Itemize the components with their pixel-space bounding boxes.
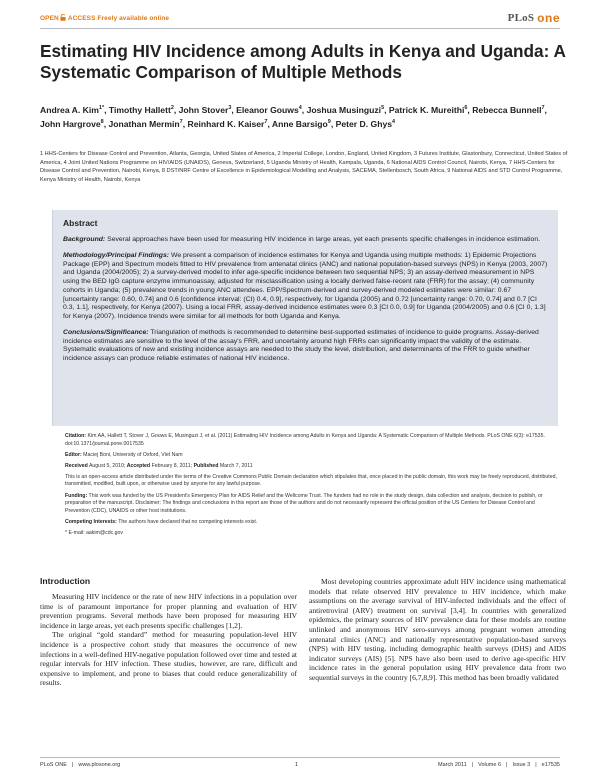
published-date: March 7, 2011 — [219, 462, 253, 469]
author-affiliation-mark: 7 — [179, 118, 183, 125]
author-affiliation-mark: 7 — [541, 105, 545, 111]
footer-page-number: 1 — [295, 762, 299, 768]
author-name: Jonathan Mermin — [108, 118, 180, 129]
methods-label: Methodology/Principal Findings: — [63, 251, 170, 259]
conclusions-label: Conclusions/Significance: — [63, 328, 149, 336]
editor-label: Editor: — [65, 451, 82, 458]
background-text: Several approaches have been used for measuring HIV incidence in large areas, yet each presents specific challenges in incidence estimation. — [107, 236, 541, 243]
article-title: Estimating HIV Incidence among Adults in Kenya and Uganda: A Systematic Comparison of Multiple Methods — [40, 41, 566, 82]
email: * E-mail: aakim@cdc.gov — [65, 529, 124, 536]
competing-label: Competing Interests: — [65, 518, 117, 525]
author-name: John Hargrove — [40, 118, 101, 129]
received-label: Received — [65, 462, 88, 469]
citation-text: Kim AA, Hallett T, Stover J, Gouws E, Musinguzi J, et al. (2011) Estimating HIV Incidence among Adults in Kenya and Uganda: A Systematic Comparison of Multiple Methods. PLoS ONE 6(3): e17535. doi:10.1371/journal.pone.0017535 — [65, 433, 545, 447]
accepted-date: February 8, 2011; — [151, 462, 193, 469]
license: This is an open-access article distributed under the terms of the Creative Commons Public Domain declaration which stipulates that, once placed in the public domain, this work may be freely reproduced, distributed, transmitted, modified, built upon, or otherwise used by anyone for any lawful purpose. — [65, 473, 557, 488]
access-label: ACCESS — [67, 15, 96, 22]
intro-paragraph-3: Most developing countries approximate adult HIV incidence using mathematical models that relate observed HIV prevalence to HIV incidence, which make assumptions on the average survival of HIV-infected individuals and the effect of antiretroviral (ARV) treatment on survival [3,4]. In countries with generalized epidemics, the primary sources of HIV prevalence data for these models are routine unlinked and anonymous HIV sero-surveys among pregnant women attending antenatal clinics (ANC) and nationally representative population-based surveys (NPS) with HIV testing, including demographic health surveys (DHS) and AIDS indicator surveys (AIS) [5]. NPS have also been used to derive age-specific HIV incidence rates in the general population using HIV prevalence data from two sequential surveys in the country [6,7,8,9]. This method has been broadly validated — [309, 577, 566, 682]
author-affiliation-mark: 2 — [170, 105, 174, 111]
header-rule — [40, 28, 560, 29]
freely-available-label: Freely available online — [97, 15, 170, 22]
plos-one-logo — [508, 8, 560, 28]
author-affiliation-mark: 4 — [392, 118, 396, 125]
footer-issue-info: March 2011 | Volume 6 | Issue 3 | e17535 — [438, 762, 560, 768]
logo-plos: PLoS — [507, 12, 535, 24]
author-affiliation-mark: 1* — [98, 105, 105, 111]
abstract-box — [52, 210, 558, 426]
introduction-heading: Introduction — [40, 576, 91, 586]
citation-label: Citation: — [65, 433, 87, 439]
author-affiliation-mark: 9 — [327, 118, 331, 125]
author-name: Rebecca Bunnell — [472, 104, 542, 115]
footer-journal: PLoS ONE | www.plosone.org — [40, 762, 121, 768]
author-affiliation-mark: 4 — [298, 105, 302, 111]
intro-paragraph-1: Measuring HIV incidence or the rate of new HIV infections in a population over time is of paramount importance for proper planning and evaluation of HIV prevention programs. Several methods have been proposed for measuring HIV incidence in large areas, yet each presents specific challenges [1,2]. — [40, 592, 297, 630]
editor-text: Maciej Boni, University of Oxford, Viet Nam — [83, 451, 183, 458]
conclusions-text: Triangulation of methods is recommended to determine best-supported estimates of incidence to guide programs. Assay-derived incidence estimates are sensitive to the level of the assay's FRR, and uncertainty around high FRRs can significantly impact the validity of the estimate. Systematic evaluations of new and existing incidence assays are needed to the study the level, distribution, and determinants of the FRR to guide whether incidence assays can produce reliable estimates of national HIV incidence. — [63, 328, 539, 362]
author-affiliation-mark: 6 — [464, 105, 468, 111]
author-affiliation-mark: 8 — [100, 118, 104, 125]
dates — [65, 463, 557, 471]
footer-date: March 2011 — [438, 762, 467, 768]
body-column-left — [40, 592, 297, 688]
article-metadata — [65, 433, 557, 541]
competing-interests — [65, 519, 557, 527]
methods-text: We present a comparison of incidence estimates for Kenya and Uganda using multiple methods: 1) Epidemic Projections Package (EPP) and Spectrum models fitted to HIV prevalence from antenatal clinics (ANC) and national population-based surveys (NPS) in Kenya (2003, 2007) and Uganda (2004/2005); 2) a survey-derived model to infer age-specific incidence between two sequential NPS; 3) an assay-derived measurement in NPS using the BED IgG capture enzyme immunoassay, adjusted for misclassification using a locally derived false-recent rate (FRR) for the assay; (4) community cohorts in Uganda; (5) prevalence trends in young ANC attendees. EPP/Spectrum-derived and survey-derived modeled estimates were similar: 0.67 [uncertainty range: 0.60, 0.74] and 0.6 [confidence interval: (CI) 0.4, 0.9], respectively, for Uganda (2005) and 0.72 [uncertainty range: 0.70, 0.74] and 0.7 [CI 0.3, 1.1], respectively, for Kenya (2007). Using a local FRR, assay-derived incidence estimates were 0.3 [CI 0.0, 0.9] for Uganda (2004/2005) and 0.6 [CI 0, 1.3] for Kenya (2007). Incidence trends were similar for all methods for both Uganda and Kenya. — [63, 251, 548, 320]
author-name: Anne Barsigo — [271, 118, 328, 129]
open-label: OPEN — [40, 15, 59, 22]
footer-url[interactable]: www.plosone.org — [78, 762, 121, 768]
footer-rule — [40, 757, 560, 758]
abstract-conclusions — [63, 329, 548, 364]
footer-volume: Volume 6 — [478, 762, 502, 768]
author-name: Reinhard K. Kaiser — [187, 118, 265, 129]
funding-text: This work was funded by the US President's Emergency Plan for AIDS Relief and the Wellcome Trust. The funders had no role in the study design, data collection and analysis, decision to publish, or preparation of the manuscript. Disclaimer: The findings and conclusions in this report are those of the authors and do not necessarily represent the official position of the US Centers for Disease Control and Prevention (CDC), UNAIDS or other host institutions. — [65, 492, 543, 514]
abstract-heading: Abstract — [63, 218, 98, 228]
author-list: Andrea A. Kim$^{1*}$, Timothy Hallett$^2$, John Stover$^3$, Eleanor Gouws$^4$, Joshua Musinguzi$^5$, Patrick K. Mureithi$^6$, Rebecca Bunnell$^7$, John Hargrove$^8$, Jonathan Mermin$^7$, Reinhard K. Kaiser$^7$, Anne Barsigo$^9$, Peter D. Ghys$^4$ — [40, 104, 547, 129]
author-name: Joshua Musinguzi — [306, 104, 382, 115]
received-date: August 5, 2010; — [88, 462, 126, 469]
editor — [65, 452, 557, 460]
author-name: Timothy Hallett — [108, 104, 171, 115]
competing-text: The authors have declared that no competing interests exist. — [118, 518, 258, 525]
abstract-methods — [63, 252, 548, 322]
logo-one: one — [537, 11, 560, 25]
citation — [65, 433, 557, 448]
accepted-label: Accepted — [126, 462, 151, 469]
intro-paragraph-2: The original “gold standard” method for measuring population-level HIV incidence is a prospective cohort study that measures the occurrence of new infections in a well-defined HIV-negative population followed over time and tested at regular intervals for HIV infection. These studies, however, are rare, difficult and expensive to implement, and prone to biases that could reduce generalizability of results. — [40, 630, 297, 688]
author-name: Patrick K. Mureithi — [388, 104, 465, 115]
background-label: Background: — [63, 236, 106, 243]
footer-journal-name: PLoS ONE — [40, 762, 67, 768]
author-name: John Stover — [178, 104, 229, 115]
affiliations: 1 HHS-Centers for Disease Control and Prevention, Atlanta, Georgia, United States of America, 2 Imperial College, London, England, United Kingdom, 3 Futures Institute, Glastonbury, Connecticut, United States of America, 4 Joint United Nations Programme on HIV/AIDS (UNAIDS), Geneva, Switzerland, 5 Uganda Ministry of Health, Kampala, Uganda, 6 National AIDS Control Council, Nairobi, Kenya, 7 HHS-Centers for Disease Control and Prevention, Nairobi, Kenya, 8 DST/NRF Centre of Excellence in Epidemiological Modelling and Analysis, SACEMA, Stellenbosch, South Africa, 9 National AIDS and STD Control Programme, Kenya Ministry of Health, Nairobi, Kenya — [40, 151, 568, 184]
author-affiliation-mark: 5 — [381, 105, 385, 111]
published-label: Published — [193, 462, 219, 469]
abstract-background — [63, 236, 548, 245]
open-access-banner — [40, 14, 169, 22]
funding — [65, 493, 557, 516]
author-affiliation-mark: 7 — [264, 118, 268, 125]
footer-article-id: e17535 — [541, 762, 560, 768]
footer-issue: Issue 3 — [512, 762, 531, 768]
author-name: Eleanor Gouws — [236, 104, 299, 115]
funding-label: Funding: — [65, 492, 88, 499]
body-column-right — [309, 577, 566, 683]
author-name: Andrea A. Kim — [40, 104, 99, 115]
open-lock-icon — [60, 14, 66, 21]
author-name: Peter D. Ghys — [335, 118, 392, 129]
author-affiliation-mark: 3 — [228, 105, 232, 111]
